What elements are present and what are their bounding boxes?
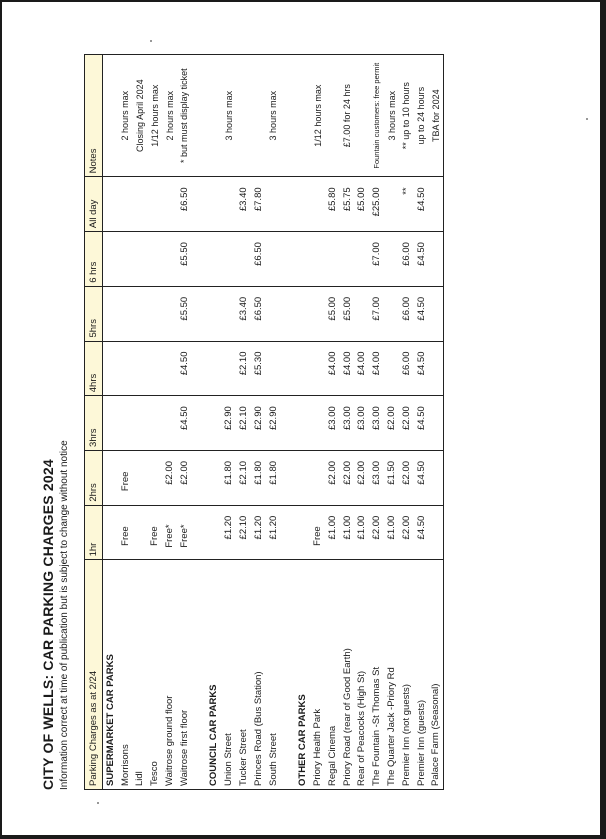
charge-all-day: £25.00 (369, 177, 384, 232)
charge-6hrs (325, 232, 340, 287)
table-row (266, 55, 281, 790)
note (103, 55, 118, 177)
note (325, 55, 340, 177)
car-park-name: Tesco (147, 560, 162, 790)
charge-all-day (162, 177, 177, 232)
charge-5hrs (429, 286, 444, 341)
charge-6hrs (103, 232, 118, 287)
note: 1/12 hours max (310, 55, 325, 177)
charge-5hrs (384, 286, 399, 341)
charge-2hrs: £1.80 (221, 450, 236, 505)
charge-4hrs (295, 341, 310, 396)
charge-6hrs (295, 232, 310, 287)
charge-3hrs (281, 396, 296, 451)
charge-2hrs: £2.00 (177, 450, 192, 505)
charge-all-day: £6.50 (177, 177, 192, 232)
charge-6hrs (207, 232, 222, 287)
charge-4hrs (310, 341, 325, 396)
charge-4hrs: £5.30 (251, 341, 266, 396)
note: 3 hours max (221, 55, 236, 177)
spacer-row (281, 55, 296, 790)
charge-1hr: Free* (162, 505, 177, 560)
charge-5hrs (310, 286, 325, 341)
table-row (384, 55, 399, 790)
column-header-notes: Notes (85, 55, 103, 177)
note (295, 55, 310, 177)
charge-1hr: Free* (177, 505, 192, 560)
charge-1hr: Free (147, 505, 162, 560)
charge-2hrs (429, 450, 444, 505)
note: TBA for 2024 (429, 55, 444, 177)
charge-1hr (103, 505, 118, 560)
document-subtitle: Information correct at time of publication but is subject to change without notice (59, 440, 70, 790)
charge-4hrs (266, 341, 281, 396)
table-row (399, 55, 414, 790)
charge-6hrs (384, 232, 399, 287)
note (236, 55, 251, 177)
table-row (236, 55, 251, 790)
charge-4hrs: £4.50 (177, 341, 192, 396)
charge-all-day (192, 177, 207, 232)
charge-all-day: £7.80 (251, 177, 266, 232)
charge-4hrs (384, 341, 399, 396)
car-park-name: Union Street (221, 560, 236, 790)
charge-5hrs (281, 286, 296, 341)
charge-5hrs: £5.00 (325, 286, 340, 341)
charge-3hrs: £3.00 (355, 396, 370, 451)
charge-3hrs: £4.50 (414, 396, 429, 451)
car-park-name: Lidl (133, 560, 148, 790)
charge-4hrs (429, 341, 444, 396)
column-header-all-day: All day (85, 177, 103, 232)
charge-3hrs (295, 396, 310, 451)
charge-all-day: £3.40 (236, 177, 251, 232)
charge-4hrs: £4.00 (355, 341, 370, 396)
charge-3hrs (192, 396, 207, 451)
charge-4hrs (118, 341, 133, 396)
charge-1hr: Free (118, 505, 133, 560)
spacer-row (192, 55, 207, 790)
table-row (221, 55, 236, 790)
car-park-name (192, 560, 207, 790)
charge-3hrs: £2.90 (251, 396, 266, 451)
column-header-3hrs: 3hrs (85, 396, 103, 451)
charge-1hr: £1.20 (266, 505, 281, 560)
charge-2hrs (281, 450, 296, 505)
section-title: OTHER CAR PARKS (295, 560, 310, 790)
charge-2hrs: £1.80 (266, 450, 281, 505)
charge-6hrs (355, 232, 370, 287)
note: ** up to 10 hours (399, 55, 414, 177)
charge-3hrs: £2.90 (221, 396, 236, 451)
charge-2hrs: Free (118, 450, 133, 505)
charge-2hrs: £1.80 (251, 450, 266, 505)
charge-all-day (266, 177, 281, 232)
car-park-name: Premier Inn (not guests) (399, 560, 414, 790)
charge-1hr (192, 505, 207, 560)
document-title: CITY OF WELLS: CAR PARKING CHARGES 2024 (40, 459, 56, 790)
table-row (325, 55, 340, 790)
table-header-row (85, 55, 103, 790)
charge-6hrs: £5.50 (177, 232, 192, 287)
charge-5hrs (295, 286, 310, 341)
charge-3hrs (207, 396, 222, 451)
charge-3hrs (162, 396, 177, 451)
note (251, 55, 266, 177)
car-park-name: Priory Health Park (310, 560, 325, 790)
charge-4hrs (221, 341, 236, 396)
charge-all-day (207, 177, 222, 232)
charge-2hrs: £3.00 (369, 450, 384, 505)
charge-all-day (133, 177, 148, 232)
section-title: SUPERMARKET CAR PARKS (103, 560, 118, 790)
charge-1hr: £2.00 (369, 505, 384, 560)
charge-2hrs: £2.00 (399, 450, 414, 505)
car-park-name: Tucker Street (236, 560, 251, 790)
note (192, 55, 207, 177)
charge-2hrs: £2.00 (162, 450, 177, 505)
table-row (162, 55, 177, 790)
column-header-4hrs: 4hrs (85, 341, 103, 396)
charge-5hrs (192, 286, 207, 341)
charge-3hrs (103, 396, 118, 451)
car-park-name: The Quarter Jack -Priory Rd (384, 560, 399, 790)
car-park-name: South Street (266, 560, 281, 790)
charge-all-day: ** (399, 177, 414, 232)
charge-1hr (281, 505, 296, 560)
charge-5hrs (133, 286, 148, 341)
car-park-name: Morrisons (118, 560, 133, 790)
charge-6hrs (221, 232, 236, 287)
charge-all-day: £5.75 (340, 177, 355, 232)
table-row (355, 55, 370, 790)
charge-3hrs: £2.00 (384, 396, 399, 451)
charge-1hr (207, 505, 222, 560)
charge-6hrs (266, 232, 281, 287)
charge-3hrs: £3.00 (325, 396, 340, 451)
car-park-name: Rear of Peacocks (High St) (355, 560, 370, 790)
car-park-name: Waitrose first floor (177, 560, 192, 790)
charge-5hrs: £7.00 (369, 286, 384, 341)
charge-6hrs (310, 232, 325, 287)
charge-4hrs (133, 341, 148, 396)
charge-1hr: £2.00 (399, 505, 414, 560)
charge-5hrs (147, 286, 162, 341)
note (281, 55, 296, 177)
charge-4hrs: £4.50 (414, 341, 429, 396)
charge-6hrs (236, 232, 251, 287)
charge-6hrs: £6.50 (251, 232, 266, 287)
charge-4hrs (147, 341, 162, 396)
table-body (103, 55, 444, 790)
charge-2hrs: £4.50 (414, 450, 429, 505)
charge-all-day (310, 177, 325, 232)
charge-3hrs (429, 396, 444, 451)
charge-6hrs (192, 232, 207, 287)
section-header-row (207, 55, 222, 790)
charge-5hrs (355, 286, 370, 341)
charge-all-day (429, 177, 444, 232)
charge-all-day (147, 177, 162, 232)
table-row (414, 55, 429, 790)
section-header-row (295, 55, 310, 790)
table-row (177, 55, 192, 790)
table-row (429, 55, 444, 790)
charge-6hrs (147, 232, 162, 287)
charge-3hrs: £2.10 (236, 396, 251, 451)
charge-2hrs (207, 450, 222, 505)
charge-5hrs (103, 286, 118, 341)
charge-3hrs: £4.50 (177, 396, 192, 451)
scan-speck (150, 40, 152, 42)
charge-5hrs (162, 286, 177, 341)
charge-1hr: £4.50 (414, 505, 429, 560)
note: 2 hours max (162, 55, 177, 177)
car-park-name (281, 560, 296, 790)
charge-1hr: £1.00 (340, 505, 355, 560)
charge-2hrs: £2.10 (236, 450, 251, 505)
charge-3hrs: £3.00 (340, 396, 355, 451)
charge-4hrs (162, 341, 177, 396)
charge-1hr: £1.00 (384, 505, 399, 560)
charge-1hr: £1.20 (251, 505, 266, 560)
charge-2hrs (192, 450, 207, 505)
charge-6hrs (340, 232, 355, 287)
charge-all-day (221, 177, 236, 232)
charge-all-day (103, 177, 118, 232)
car-park-name: Priory Road (rear of Good Earth) (340, 560, 355, 790)
charge-6hrs: £7.00 (369, 232, 384, 287)
charge-1hr: £1.00 (355, 505, 370, 560)
car-park-name: Regal Cinema (325, 560, 340, 790)
table-row (340, 55, 355, 790)
charge-2hrs (310, 450, 325, 505)
charge-1hr (295, 505, 310, 560)
note (207, 55, 222, 177)
charge-5hrs: £3.40 (236, 286, 251, 341)
charge-all-day (118, 177, 133, 232)
note: Fountain customers: free permit (369, 55, 384, 177)
section-title: COUNCIL CAR PARKS (207, 560, 222, 790)
charge-2hrs (133, 450, 148, 505)
charge-5hrs (221, 286, 236, 341)
table-row (310, 55, 325, 790)
charge-2hrs: £2.00 (325, 450, 340, 505)
charge-6hrs: £6.00 (399, 232, 414, 287)
charge-all-day: £4.50 (414, 177, 429, 232)
car-park-name: Premier Inn (guests) (414, 560, 429, 790)
charge-5hrs (118, 286, 133, 341)
charge-4hrs (207, 341, 222, 396)
column-header-1hr: 1hr (85, 505, 103, 560)
car-park-name: The Fountain -St Thomas St (369, 560, 384, 790)
charge-5hrs (266, 286, 281, 341)
charge-6hrs (162, 232, 177, 287)
car-park-name: Palace Farm (Seasonal) (429, 560, 444, 790)
parking-charges-table (84, 54, 444, 790)
charge-all-day (384, 177, 399, 232)
charge-3hrs (310, 396, 325, 451)
column-header-car-park: Parking Charges as at 2/24 (85, 560, 103, 790)
charge-6hrs (118, 232, 133, 287)
charge-1hr: £1.00 (325, 505, 340, 560)
charge-4hrs: £6.00 (399, 341, 414, 396)
charge-1hr: £2.10 (236, 505, 251, 560)
note: 3 hours max (266, 55, 281, 177)
table-row (133, 55, 148, 790)
table-row (251, 55, 266, 790)
charge-5hrs: £4.50 (414, 286, 429, 341)
note (355, 55, 370, 177)
note: up to 24 hours (414, 55, 429, 177)
charge-3hrs: £2.00 (399, 396, 414, 451)
rotated-document-page (40, 30, 580, 790)
charge-6hrs: £4.50 (414, 232, 429, 287)
charge-4hrs (103, 341, 118, 396)
table-row (118, 55, 133, 790)
charge-2hrs (147, 450, 162, 505)
charge-3hrs: £3.00 (369, 396, 384, 451)
table-row (147, 55, 162, 790)
charge-3hrs (133, 396, 148, 451)
charge-5hrs: £6.00 (399, 286, 414, 341)
charge-4hrs (281, 341, 296, 396)
charge-5hrs: £5.00 (340, 286, 355, 341)
column-header-5hrs: 5hrs (85, 286, 103, 341)
charge-2hrs: £2.00 (355, 450, 370, 505)
charge-6hrs (429, 232, 444, 287)
car-park-name: Princes Road (Bus Station) (251, 560, 266, 790)
section-header-row (103, 55, 118, 790)
charge-3hrs (118, 396, 133, 451)
note: £7.00 for 24 hrs (340, 55, 355, 177)
charge-3hrs (147, 396, 162, 451)
charge-4hrs (192, 341, 207, 396)
charge-5hrs: £5.50 (177, 286, 192, 341)
charge-3hrs: £2.90 (266, 396, 281, 451)
charge-2hrs: £1.50 (384, 450, 399, 505)
charge-6hrs (281, 232, 296, 287)
car-park-name: Waitrose ground floor (162, 560, 177, 790)
charge-4hrs: £4.00 (340, 341, 355, 396)
charge-all-day (281, 177, 296, 232)
column-header-6hrs: 6 hrs (85, 232, 103, 287)
charge-1hr (133, 505, 148, 560)
charge-2hrs (103, 450, 118, 505)
charge-1hr: £1.20 (221, 505, 236, 560)
note: Closing April 2024 (133, 55, 148, 177)
charge-all-day: £5.80 (325, 177, 340, 232)
charge-5hrs (207, 286, 222, 341)
scan-speck (586, 118, 588, 120)
note: * but must display ticket (177, 55, 192, 177)
charge-4hrs: £2.10 (236, 341, 251, 396)
charge-4hrs: £4.00 (325, 341, 340, 396)
table-row (369, 55, 384, 790)
charge-2hrs: £2.00 (340, 450, 355, 505)
charge-4hrs: £4.00 (369, 341, 384, 396)
charge-all-day (295, 177, 310, 232)
charge-1hr (429, 505, 444, 560)
scan-speck (97, 802, 99, 804)
charge-6hrs (133, 232, 148, 287)
note: 3 hours max (384, 55, 399, 177)
charge-1hr: Free (310, 505, 325, 560)
charge-5hrs: £6.50 (251, 286, 266, 341)
charge-2hrs (295, 450, 310, 505)
note: 1/12 hours max (147, 55, 162, 177)
note: 2 hours max (118, 55, 133, 177)
column-header-2hrs: 2hrs (85, 450, 103, 505)
charge-all-day: £5.00 (355, 177, 370, 232)
